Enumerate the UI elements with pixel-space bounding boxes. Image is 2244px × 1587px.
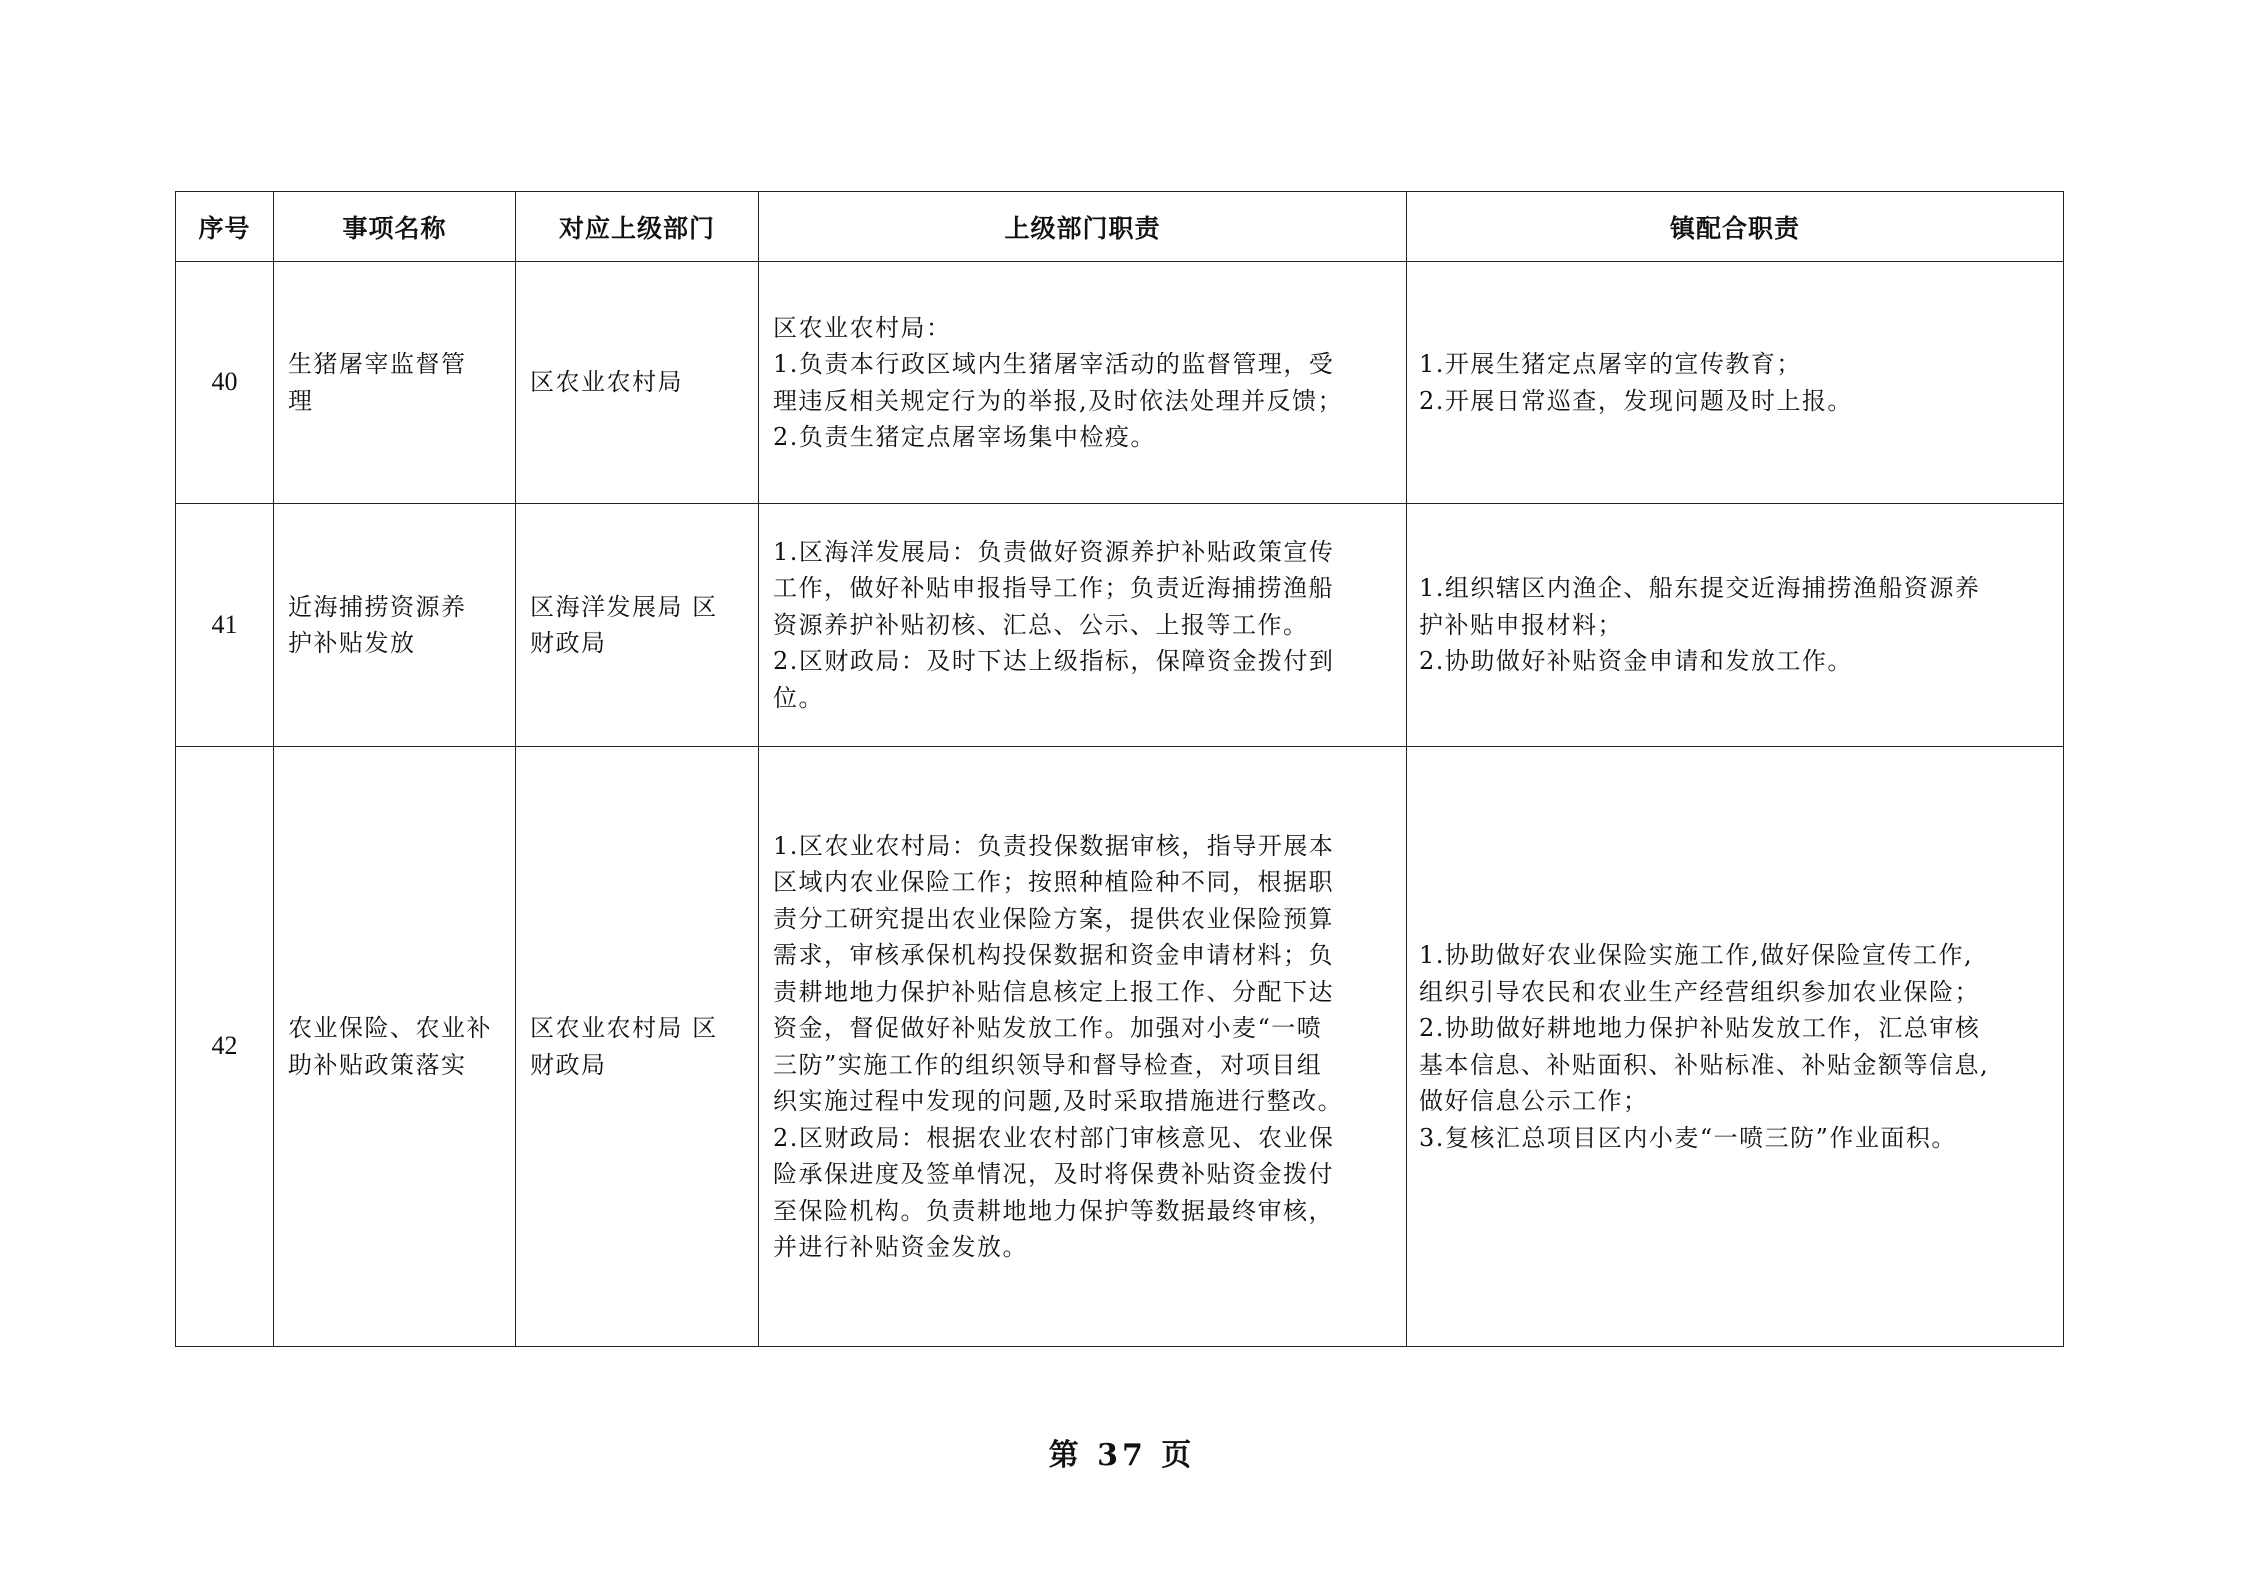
text-line: 区农业农村局： <box>773 313 952 342</box>
text-line: 护补贴发放 <box>288 629 416 657</box>
header-superior-duty: 上级部门职责 <box>759 192 1407 262</box>
text-line: 责耕地地力保护补贴信息核定上报工作、分配下达 <box>773 977 1334 1006</box>
text-line: 组织引导农民和农业生产经营组织参加农业保险； <box>1419 977 1980 1006</box>
row-superior-dept <box>516 262 759 504</box>
row-superior-duty <box>759 747 1407 1347</box>
text-line: 2.协助做好耕地地力保护补贴发放工作，汇总审核 <box>1419 1014 1981 1042</box>
text-line: 1.区农业农村局：负责投保数据审核，指导开展本 <box>773 831 1335 860</box>
row-superior-dept <box>516 747 759 1347</box>
text-line: 区域内农业保险工作；按照种植险种不同，根据职 <box>773 868 1334 896</box>
row-town-duty <box>1407 504 2064 747</box>
text-line: 助补贴政策落实 <box>288 1050 467 1079</box>
text-line: 织实施过程中发现的问题,及时采取措施进行整改。 <box>773 1087 1344 1115</box>
text-line: 位。 <box>773 683 824 712</box>
text-line: 做好信息公示工作； <box>1419 1087 1649 1115</box>
text-line: 2.负责生猪定点屠宰场集中检疫。 <box>773 423 1156 451</box>
text-line: 1.组织辖区内渔企、船东提交近海捕捞渔船资源养 <box>1419 574 1981 603</box>
row-town-duty <box>1407 262 2064 504</box>
text-line: 1.负责本行政区域内生猪屠宰活动的监督管理，受 <box>773 350 1335 378</box>
text-line: 区海洋发展局 区 <box>530 592 718 621</box>
row-town-duty <box>1407 747 2064 1347</box>
row-superior-duty <box>759 504 1407 747</box>
text-line: 3.复核汇总项目区内小麦“一喷三防”作业面积。 <box>1419 1123 1957 1152</box>
text-line: 1.协助做好农业保险实施工作,做好保险宣传工作, <box>1419 941 1974 969</box>
text-line: 生猪屠宰监督管 <box>288 350 467 378</box>
text-line: 2.区财政局：及时下达上级指标，保障资金拨付到 <box>773 647 1335 676</box>
row-superior-dept <box>516 504 759 747</box>
row-serial: 41 <box>176 504 274 747</box>
text-line: 资金，督促做好补贴发放工作。加强对小麦“一喷 <box>773 1014 1323 1042</box>
text-line: 并进行补贴资金发放。 <box>773 1233 1028 1261</box>
table-row <box>176 504 2064 747</box>
row-item-name <box>274 504 516 747</box>
text-line: 1.区海洋发展局：负责做好资源养护补贴政策宣传 <box>773 537 1335 566</box>
text-line: 责分工研究提出农业保险方案，提供农业保险预算 <box>773 904 1334 933</box>
text-line: 资源养护补贴初核、汇总、公示、上报等工作。 <box>773 610 1309 639</box>
row-serial: 42 <box>176 747 274 1347</box>
page-number: 第 37 页 <box>1048 1438 1196 1473</box>
duty-table <box>175 191 2064 1347</box>
header-serial: 序号 <box>176 192 274 262</box>
text-line: 理 <box>288 386 314 415</box>
text-line: 农业保险、农业补 <box>288 1014 492 1042</box>
text-line: 险承保进度及签单情况，及时将保费补贴资金拨付 <box>773 1160 1334 1188</box>
row-serial: 40 <box>176 262 274 504</box>
text-line: 护补贴申报材料； <box>1419 610 1623 639</box>
text-line: 1.开展生猪定点屠宰的宣传教育； <box>1419 350 1802 378</box>
row-item-name <box>274 747 516 1347</box>
text-line: 需求，审核承保机构投保数据和资金申请材料；负 <box>773 941 1334 969</box>
table-row <box>176 262 2064 504</box>
text-line: 2.开展日常巡查，发现问题及时上报。 <box>1419 386 1853 415</box>
text-line: 理违反相关规定行为的举报,及时依法处理并反馈； <box>773 386 1344 415</box>
row-superior-duty <box>759 262 1407 504</box>
text-line: 区农业农村局 区 <box>530 1014 718 1042</box>
text-line: 工作，做好补贴申报指导工作；负责近海捕捞渔船 <box>773 574 1334 603</box>
text-line: 2.协助做好补贴资金申请和发放工作。 <box>1419 647 1853 676</box>
text-line: 近海捕捞资源养 <box>288 592 467 621</box>
header-item-name: 事项名称 <box>274 192 516 262</box>
table-row <box>176 747 2064 1347</box>
text-line: 区农业农村局 <box>530 368 683 397</box>
text-line: 至保险机构。负责耕地地力保护等数据最终审核， <box>773 1196 1334 1225</box>
table-header-row <box>176 192 2064 262</box>
text-line: 基本信息、补贴面积、补贴标准、补贴金额等信息, <box>1419 1050 1990 1079</box>
text-line: 2.区财政局：根据农业农村部门审核意见、农业保 <box>773 1123 1335 1152</box>
header-superior-dept: 对应上级部门 <box>516 192 759 262</box>
text-line: 三防”实施工作的组织领导和督导检查，对项目组 <box>773 1050 1323 1079</box>
header-town-duty: 镇配合职责 <box>1407 192 2064 262</box>
text-line: 财政局 <box>530 629 607 657</box>
text-line: 财政局 <box>530 1050 607 1079</box>
row-item-name <box>274 262 516 504</box>
